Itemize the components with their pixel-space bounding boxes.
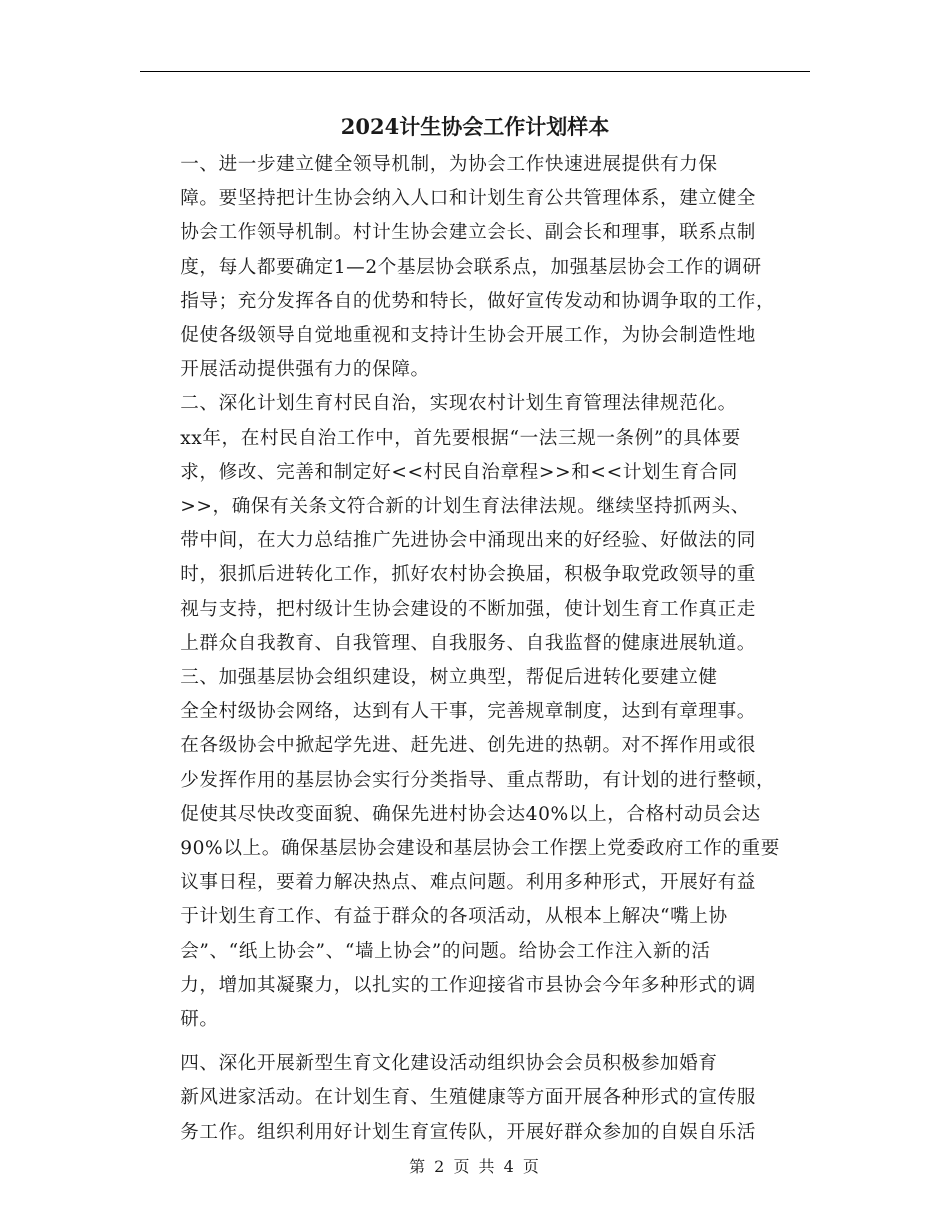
text-line: 求，修改、完善和制定好<<村民自治章程>>和<<计划生育合同 xyxy=(180,461,738,483)
header-rule xyxy=(140,71,810,72)
text-line: 于计划生育工作、有益于群众的各项活动，从根本上解决“嘴上协 xyxy=(180,906,728,928)
paragraph-1 xyxy=(143,148,843,387)
text-line: >>，确保有关条文符合新的计划生育法律法规。继续坚持抓两头、 xyxy=(180,496,750,518)
document-title: 2024计生协会工作计划样本 xyxy=(340,114,610,139)
text-line: 视与支持，把村级计生协会建设的不断加强，使计划生育工作真正走 xyxy=(180,598,757,620)
paragraph-2 xyxy=(143,387,843,661)
text-line: 协会工作领导机制。村计生协会建立会长、副会长和理事，联系点制 xyxy=(180,222,757,244)
text-line: 上群众自我教育、自我管理、自我服务、自我监督的健康进展轨道。 xyxy=(180,632,757,654)
text-line: 带中间，在大力总结推广先进协会中涌现出来的好经验、好做法的同 xyxy=(180,530,757,552)
text-line: 会”、“纸上协会”、“墙上协会”的问题。给协会工作注入新的活 xyxy=(180,940,711,962)
text-line: 促使其尽快改变面貌、确保先进村协会达40%以上，合格村动员会达 xyxy=(180,803,761,825)
text-line: 促使各级领导自觉地重视和支持计生协会开展工作，为协会制造性地 xyxy=(180,325,757,347)
text-line: 少发挥作用的基层协会实行分类指导、重点帮助，有计划的进行整顿， xyxy=(180,769,776,791)
text-line: 务工作。组织利用好计划生育宣传队，开展好群众参加的自娱自乐活 xyxy=(180,1121,757,1143)
text-line: 新风进家活动。在计划生育、生殖健康等方面开展各种形式的宣传服 xyxy=(180,1087,757,1109)
text-line: 三、加强基层协会组织建设，树立典型，帮促后进转化要建立健 xyxy=(180,667,718,689)
paragraph-3 xyxy=(143,661,843,1037)
text-line: 力，增加其凝聚力，以扎实的工作迎接省市县协会今年多种形式的调 xyxy=(180,974,757,996)
text-line: 开展活动提供强有力的保障。 xyxy=(180,359,430,381)
text-line: 在各级协会中掀起学先进、赶先进、创先进的热朝。对不挥作用或很 xyxy=(180,735,757,757)
text-line: 四、深化开展新型生育文化建设活动组织协会会员积极参加婚育 xyxy=(180,1053,718,1075)
text-line: 指导；充分发挥各自的优势和特长，做好宣传发动和协调争取的工作， xyxy=(180,290,776,312)
text-line: 时，狠抓后进转化工作，抓好农村协会换届，积极争取党政领导的重 xyxy=(180,564,757,586)
text-line: 障。要坚持把计生协会纳入人口和计划生育公共管理体系，建立健全 xyxy=(180,188,757,210)
text-line: 全全村级协会网络，达到有人干事，完善规章制度，达到有章理事。 xyxy=(180,701,757,723)
text-line: 度，每人都要确定1—2个基层协会联系点，加强基层协会工作的调研 xyxy=(180,256,762,278)
text-line: 二、深化计划生育村民自治，实现农村计划生育管理法律规范化。 xyxy=(180,393,737,415)
text-line: 一、进一步建立健全领导机制，为协会工作快速进展提供有力保 xyxy=(180,154,718,175)
text-line: xx年，在村民自治工作中，首先要根据“一法三规一条例”的具体要 xyxy=(180,427,741,449)
page-number-footer: 第 2 页 共 4 页 xyxy=(409,1157,541,1176)
text-line: 议事日程，要着力解决热点、难点问题。利用多种形式，开展好有益 xyxy=(180,872,757,894)
paragraph-4 xyxy=(143,1047,843,1150)
text-line: 90%以上。确保基层协会建设和基层协会工作摆上党委政府工作的重要 xyxy=(180,838,780,860)
text-line: 研。 xyxy=(180,1009,219,1031)
document-body xyxy=(143,148,843,1150)
